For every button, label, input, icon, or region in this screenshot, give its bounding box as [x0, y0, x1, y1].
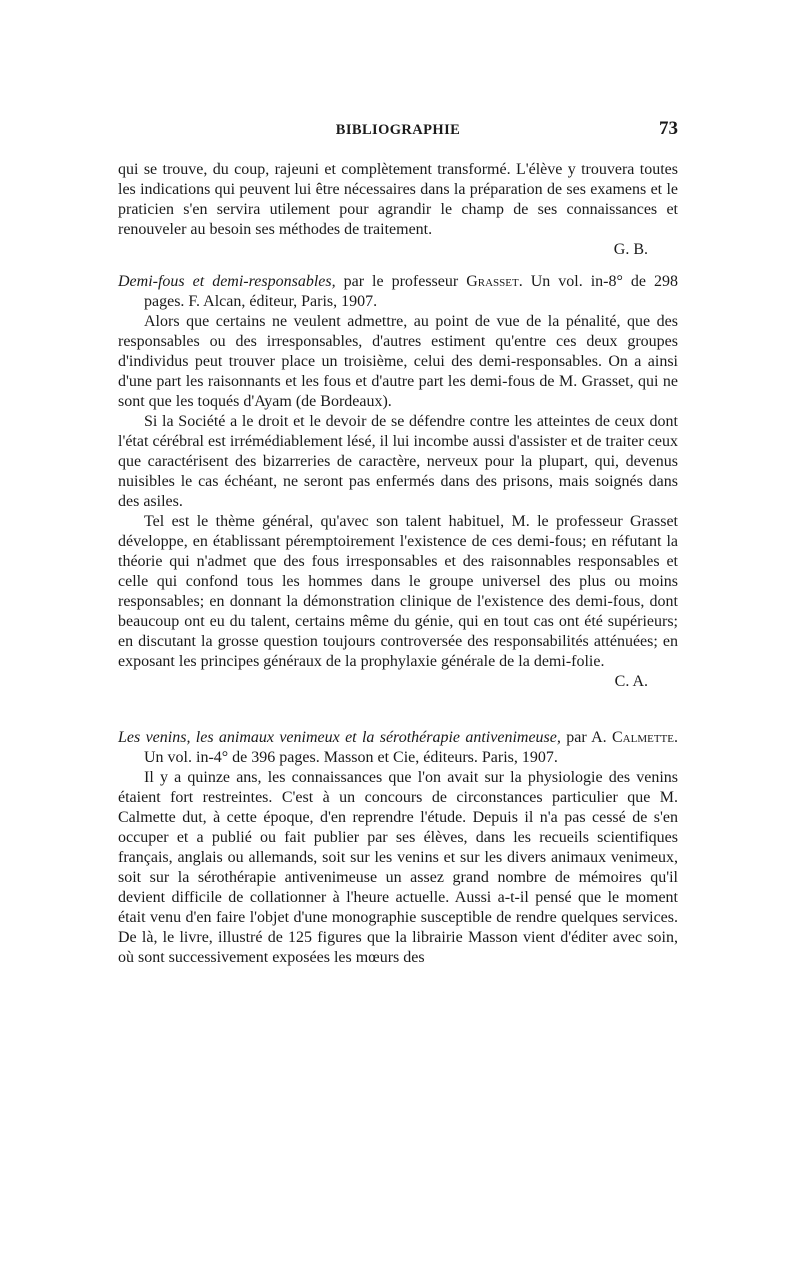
review-1-paragraph-2: Si la Société a le droit et le devoir de se défendre contre les atteintes de ceux dont l'état cérébral est irrémédiablement lésé, il lui incombe aussi d'assister et de traiter ceux que caractérisent des bizarreries de caractère, nerveux pour la plupart, qui, devenus nuisibles le cas échéant, ne seront pas enfermés dans des prisons, mais soignés dans des asiles.: [118, 413, 678, 510]
running-head: BIBLIOGRAPHIE: [335, 122, 461, 138]
review-1-by: par le professeur: [335, 273, 467, 290]
review-continuation-paragraph: qui se trouve, du coup, rajeuni et complètement transformé. L'élève y trouvera toutes les indications qui peuvent lui être nécessaires dans la préparation de ses examens et le praticien s'en servira utilement pour agrandir le champ de ses connaissances et renouveler au besoin ses méthodes de traitement.: [118, 161, 678, 238]
review-1-entry: [118, 272, 678, 312]
review-2-title: Les venins, les animaux venimeux et la sérothérapie antivenimeuse,: [118, 729, 561, 746]
review-1-paragraph-1: Alors que certains ne veulent admettre, au point de vue de la pénalité, que des responsables ou des irresponsables, d'autres estiment qu'entre ces deux groupes d'individus peut trouver place un troisième, celui des demi-responsables. On a ainsi d'une part les raisonnants et les fous et d'autre part les demi-fous de M. Grasset, qui ne sont que les toqués d'Ayam (de Bordeaux).: [118, 313, 678, 410]
page-number: 73: [659, 118, 678, 139]
review-2-details: . Un vol. in-4° de 396 pages. Masson et Cie, éditeurs. Paris, 1907.: [144, 729, 678, 766]
review-1-paragraph-3: Tel est le thème général, qu'avec son talent habituel, M. le professeur Grasset développe, en établissant péremptoirement l'existence de ces demi-fous; en réfutant la théorie qui n'admet que des fous irresponsables et des raisonnables responsables et celle qui confond tous les hommes dans le groupe universel des plus ou moins responsables; en donnant la démonstration clinique de l'existence des demi-fous, dont beaucoup ont eu du talent, certains même du génie, qui en tout cas ont été supérieurs; en discutant la grosse question toujours controversée des responsabilités atténuées; en exposant les principes généraux de la prophylaxie générale de la demi-folie.: [118, 513, 678, 670]
signature-gb: G. B.: [613, 241, 648, 258]
review-2-by: par A.: [560, 729, 612, 746]
review-2-paragraph-1: Il y a quinze ans, les connaissances que l'on avait sur la physiologie des venins étaient fort restreintes. C'est à un concours de circonstances particulier que M. Calmette dut, à cette époque, d'en reprendre l'étude. Depuis il n'a pas cessé de s'en occuper et a publié ou fait publier par ses élèves, dans les recueils scientifiques français, anglais ou allemands, soit sur les venins et sur les divers animaux venimeux, soit sur la sérothérapie antivenimeuse un assez grand nombre de mémoires qu'il devient difficile de collationner à l'heure actuelle. Aussi a-t-il pensé que le moment était venu d'en faire l'objet d'une monographie susceptible de rendre quelques services. De là, le livre, illustré de 125 figures que la librairie Masson vient d'éditer avec soin, où sont successivement exposées les mœurs des: [118, 769, 678, 966]
page-header: [118, 118, 678, 148]
review-1-details: . Un vol. in-8° de 298 pages. F. Alcan, éditeur, Paris, 1907.: [144, 273, 679, 310]
review-1-author: Grasset: [466, 273, 519, 290]
body-text: [118, 160, 678, 968]
signature-ca: C. A.: [614, 673, 648, 690]
review-2-author: Calmette: [612, 729, 674, 746]
review-1-title: Demi-fous et demi-responsables,: [118, 273, 336, 290]
review-2-entry: [118, 728, 678, 768]
